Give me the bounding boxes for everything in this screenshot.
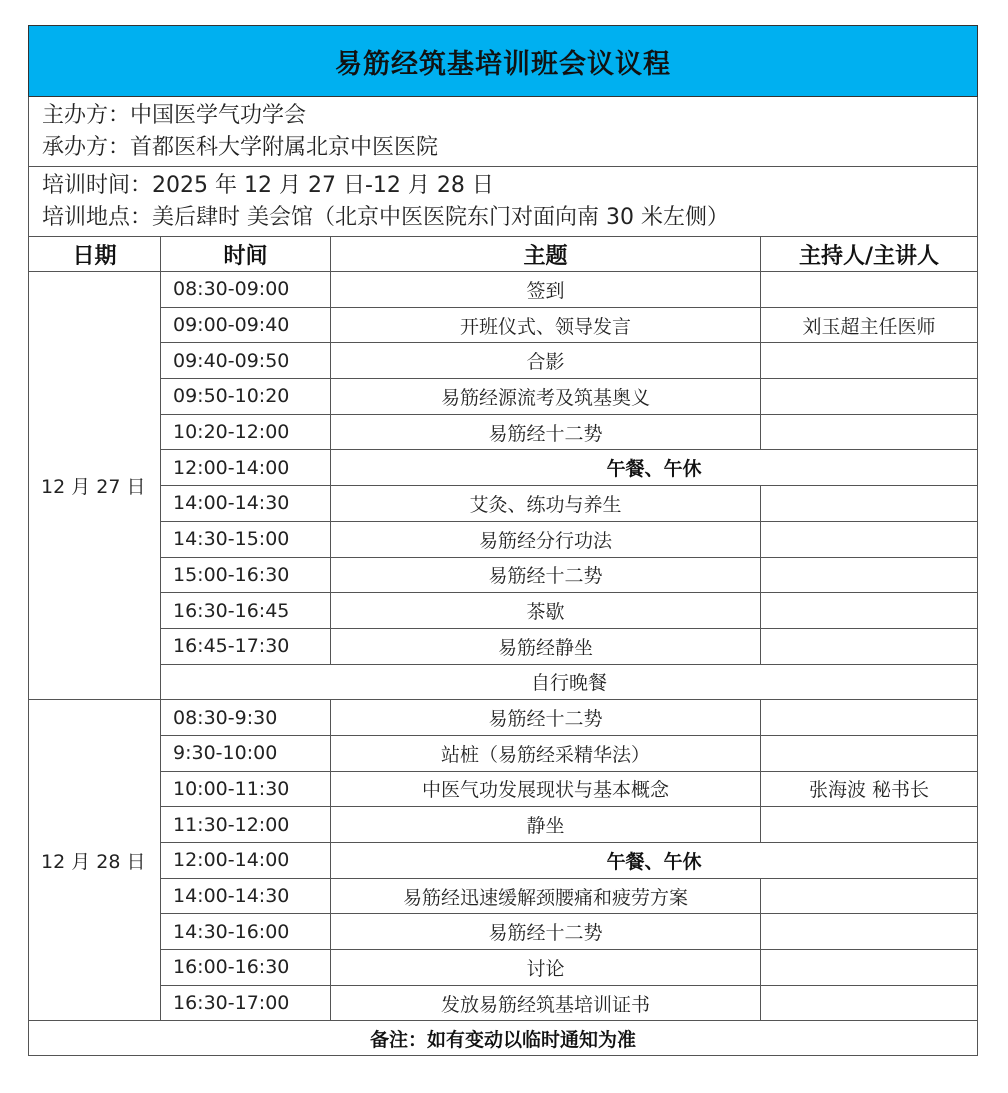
table-row [29, 771, 978, 807]
speaker-cell [761, 950, 978, 986]
time-cell: 15:00-16:30 [161, 557, 331, 593]
topic-cell: 茶歇 [331, 593, 761, 629]
time-location-block [29, 167, 978, 237]
speaker-cell [761, 486, 978, 522]
time-cell: 9:30-10:00 [161, 735, 331, 771]
organizer-block [29, 97, 978, 167]
table-row [29, 985, 978, 1021]
topic-cell: 讨论 [331, 950, 761, 986]
time-cell: 14:30-16:00 [161, 914, 331, 950]
table-row [29, 735, 978, 771]
table-row-break [29, 843, 978, 879]
time-cell: 14:00-14:30 [161, 486, 331, 522]
organizer-text: 主办方：中国医学气功学会 [42, 102, 307, 128]
date-cell-day2: 12 月 28 日 [29, 700, 161, 1021]
speaker-cell [761, 414, 978, 450]
topic-cell: 易筋经分行功法 [331, 521, 761, 557]
topic-cell: 发放易筋经筑基培训证书 [331, 985, 761, 1021]
speaker-cell: 张海波 秘书长 [761, 771, 978, 807]
time-cell: 16:30-17:00 [161, 985, 331, 1021]
topic-cell: 站桩（易筋经采精华法） [331, 735, 761, 771]
time-cell: 16:45-17:30 [161, 628, 331, 664]
table-row [29, 343, 978, 379]
topic-cell: 易筋经十二势 [331, 700, 761, 736]
time-cell: 11:30-12:00 [161, 807, 331, 843]
page-title: 易筋经筑基培训班会议议程 [29, 26, 978, 97]
column-header-time: 时间 [161, 237, 331, 272]
speaker-cell [761, 379, 978, 415]
table-row [29, 486, 978, 522]
speaker-cell [761, 593, 978, 629]
speaker-cell [761, 272, 978, 308]
co-organizer-text: 承办方：首都医科大学附属北京中医医院 [42, 134, 439, 160]
time-cell: 10:20-12:00 [161, 414, 331, 450]
footer-note: 备注：如有变动以临时通知为准 [29, 1021, 978, 1056]
organizer-row [29, 97, 978, 167]
time-cell: 08:30-09:00 [161, 272, 331, 308]
speaker-cell [761, 557, 978, 593]
topic-cell: 易筋经源流考及筑基奥义 [331, 379, 761, 415]
topic-cell: 签到 [331, 272, 761, 308]
table-row [29, 593, 978, 629]
time-cell: 09:40-09:50 [161, 343, 331, 379]
table-row [29, 379, 978, 415]
lunch-break-cell: 午餐、午休 [331, 843, 978, 879]
footer-row [29, 1021, 978, 1056]
topic-cell: 开班仪式、领导发言 [331, 307, 761, 343]
topic-cell: 易筋经十二势 [331, 414, 761, 450]
speaker-cell: 刘玉超主任医师 [761, 307, 978, 343]
time-cell: 14:30-15:00 [161, 521, 331, 557]
speaker-cell [761, 878, 978, 914]
date-cell-day1: 12 月 27 日 [29, 272, 161, 700]
table-row [29, 950, 978, 986]
lunch-break-cell: 午餐、午休 [331, 450, 978, 486]
table-row [29, 628, 978, 664]
table-row [29, 878, 978, 914]
speaker-cell [761, 985, 978, 1021]
training-time-text: 培训时间：2025 年 12 月 27 日-12 月 28 日 [42, 172, 494, 198]
topic-cell: 静坐 [331, 807, 761, 843]
column-header-row [29, 237, 978, 272]
speaker-cell [761, 343, 978, 379]
table-row-dinner [29, 664, 978, 700]
agenda-document [28, 25, 977, 1056]
table-row-break [29, 450, 978, 486]
time-cell: 14:00-14:30 [161, 878, 331, 914]
time-cell: 09:50-10:20 [161, 379, 331, 415]
time-cell: 16:30-16:45 [161, 593, 331, 629]
topic-cell: 艾灸、练功与养生 [331, 486, 761, 522]
time-cell: 16:00-16:30 [161, 950, 331, 986]
agenda-table [28, 25, 978, 1056]
title-row [29, 26, 978, 97]
speaker-cell [761, 628, 978, 664]
dinner-cell: 自行晚餐 [161, 664, 978, 700]
time-cell: 08:30-9:30 [161, 700, 331, 736]
speaker-cell [761, 807, 978, 843]
speaker-cell [761, 700, 978, 736]
speaker-cell [761, 735, 978, 771]
time-cell: 09:00-09:40 [161, 307, 331, 343]
table-row [29, 414, 978, 450]
topic-cell: 合影 [331, 343, 761, 379]
time-location-row [29, 167, 978, 237]
table-row [29, 700, 978, 736]
table-row [29, 807, 978, 843]
column-header-date: 日期 [29, 237, 161, 272]
speaker-cell [761, 914, 978, 950]
topic-cell: 易筋经迅速缓解颈腰痛和疲劳方案 [331, 878, 761, 914]
time-cell: 12:00-14:00 [161, 843, 331, 879]
topic-cell: 易筋经静坐 [331, 628, 761, 664]
table-row [29, 557, 978, 593]
topic-cell: 易筋经十二势 [331, 914, 761, 950]
table-row [29, 272, 978, 308]
table-row [29, 914, 978, 950]
column-header-speaker: 主持人/主讲人 [761, 237, 978, 272]
table-row [29, 521, 978, 557]
speaker-cell [761, 521, 978, 557]
time-cell: 10:00-11:30 [161, 771, 331, 807]
training-location-text: 培训地点：美后肆时 美会馆（北京中医医院东门对面向南 30 米左侧） [42, 204, 729, 230]
table-row [29, 307, 978, 343]
topic-cell: 中医气功发展现状与基本概念 [331, 771, 761, 807]
topic-cell: 易筋经十二势 [331, 557, 761, 593]
time-cell: 12:00-14:00 [161, 450, 331, 486]
column-header-topic: 主题 [331, 237, 761, 272]
